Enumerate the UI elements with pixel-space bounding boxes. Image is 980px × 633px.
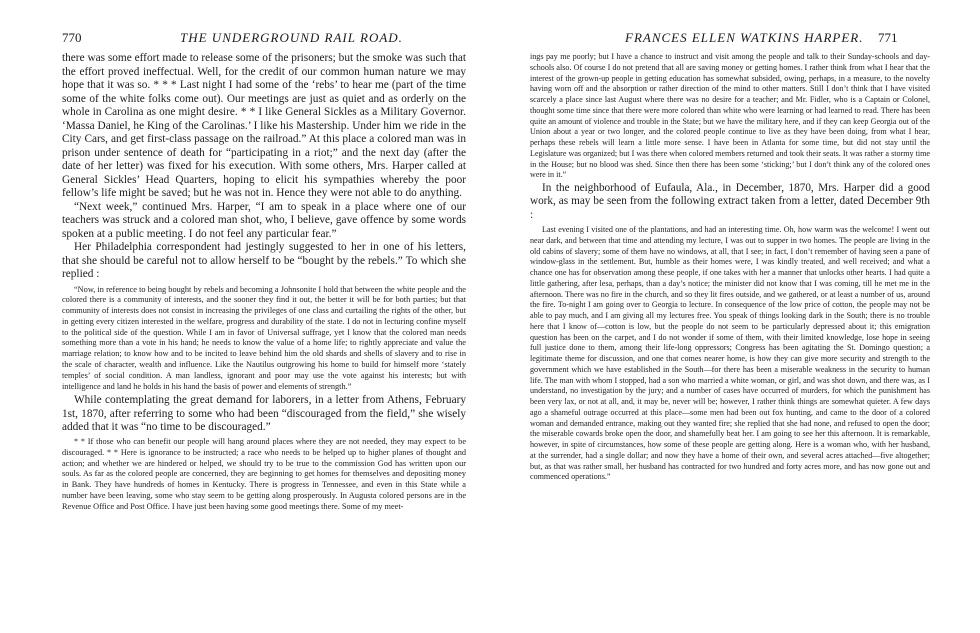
right-text-column bbox=[530, 52, 930, 483]
left-running-title: THE UNDERGROUND RAIL ROAD. bbox=[180, 30, 403, 45]
left-header bbox=[0, 30, 490, 46]
quoted-letter: Last evening I visited one of the plantations, and had an interesting time. Oh, how warm was the welcome! I went out near dark, and between that time and attending my lecture, I was out to supper in two homes. The people are living in the old cabins of slavery; some of them have no windows, at all, that I see; in fact, I don’t remember of having seen a pane of window-glass in the settlement. But, humble as their homes were, I was kindly treated, and well received; and what a chance one has for observation among these people, if one takes with her a manner that unlocks other hearts. I had quite a little gathering, after lesa, perhaps, than a day’s notice; the minister did not know that I was coming, till he met me in the afternoon. There was no fire in the church, and so they lit fires outside, and we gathered, or at least a number of us, around the fire. To-night I am going over to Georgia to lecture. In consequence of the low price of cotton, the people may not be able to pay much, and I am giving all my lectures free. You speak of things looking dark in the South; there is no trouble here that I know of—cotton is low, but the people do not seem to be particularly depressed about it; this emigration question has been on the carpet, and I do not wonder if some of them, with their limited knowledge, lose hope in seeing full justice done to them, among their life-long oppressors; Congress has been agitating the St. Domingo question; a legitimate theme for discussion, and one that comes nearer home, is how they can give more security and strength to the government which we have established in the South—for there has been a miserable weakness in the security to human life. The man with whom I stopped, had a son who married a white woman, or girl, and was shot down, and there was, as I understand, no investigation by the jury; and a number of cases have occurred of murders, for which the punishment has been very lax, or not at all, and, it may be, never will be; however, I rather think things are somewhat quieter. A few days ago a shameful outrage occurred at this place—some men had been out fox hunting, and came to the door of a colored woman and demanded entrance, making out they wanted fire; she replied that she had none, and refused to open the door; the miserable cowards broke open the door, and shamefully beat her. I am going to see her this afternoon. It is remarkable, however, in spite of circumstances, how some of these people are getting along. Here is a woman who, with her husband, at the surrender, had a single dollar; and now they have a home of their own, and several acres attached—five altogether; but, as that was rather small, her husband has contracted for two hundred and forty acres more, and has now gone out and commenced operations.” bbox=[530, 225, 930, 482]
paragraph: In the neighborhood of Eufaula, Ala., in December, 1870, Mrs. Harper did a good work, as may be seen from the following extract taken from a letter, dated December 9th : bbox=[530, 182, 930, 221]
right-running-title: FRANCES ELLEN WATKINS HARPER. bbox=[625, 30, 864, 45]
left-text-column bbox=[62, 52, 466, 513]
paragraph: Her Philadelphia correspondent had jestingly suggested to her in one of his letters, that she should be careful not to allow herself to be “bought by the rebels.” To which she replied : bbox=[62, 241, 466, 280]
quoted-letter: * * If those who can benefit our people will hang around places where they are not needed, they may expect to be discouraged. * * Here is ignorance to be instructed; a race who needs to be helped up to higher planes of thought and action; and whether we are hindered or helped, we should try to be true to the commission God has written upon our souls. As far as the colored people are concerned, they are beginning to get homes for themselves and depositing money in Bank. They have hundreds of homes in Kentucky. There is progress in Tennessee, and even in this State while a number have been leaving, some who stay seem to be getting along prosperously. In Augusta colored persons are in the Revenue Office and Post Office. I have just been having some good meetings there. Some of my meet- bbox=[62, 436, 466, 511]
left-page-number: 770 bbox=[62, 30, 82, 45]
right-header bbox=[490, 30, 980, 46]
paragraph: While contemplating the great demand for laborers, in a letter from Athens, February 1st, 1870, after referring to some who had been “discouraged from the field,” she wisely added that it was “no time to be discouraged.” bbox=[62, 394, 466, 434]
paragraph: there was some effort made to release some of the prisoners; but the smoke was such that the effort proved ineffectual. Well, for the credit of our common human nature we may hope that it was so. * * * Last night I had some of the ‘rebs’ to hear me (part of the time some of the white folks come out). Our meetings are just as quiet and as orderly on the whole in Carolina as one might desire. * * I like General Sickles as a Military Governor. ‘Massa Daniel, he King of the Carolinas.’ I like his Mastership. Under him we ride in the City Cars, and get first-class passage on the railroad.” At this place a colored man was in prison under sentence of death for “participating in a riot;” and the next day (after the date of her letter) was fixed for his execution. With some others, Mrs. Harper called at General Sickles’ Head Quarters, hoping to elicit his sympathies whereby the poor fellow’s life might be saved; but he was not in. Hence they were not able to do anything. bbox=[62, 52, 466, 199]
paragraph: “Next week,” continued Mrs. Harper, “I am to speak in a place where one of our teachers was struck and a colored man shot, who, I believe, gave offence by some words spoken at a public meeting. I do not feel any particular fear.” bbox=[62, 200, 466, 240]
quoted-letter: ings pay me poorly; but I have a chance to instruct and visit among the people and talk to their Sunday-schools and day-schools also. Of course I do not pretend that all are saving money or getting homes. I rather think from what I hear that the interest of the grown-up people in getting education has somewhat subsided, owing, perhaps, in a measure, to the novelty having worn off and the absorption or rather direction of the mind to other matters. Still I don’t think that I have visited scarcely a place since last August where there was no desire for a teacher; and Mr. Fidler, who is a Captain or Colonel, thought some time since that there were more colored than white who were learning or had learned to read. There has been quite an amount of violence and trouble in the State; but we have the military here, and if they can keep Georgia out of the Union about a year or two longer, and the colored people continue to live as they have been doing, from what I hear, perhaps these rebels will learn a little more sense. I have been in Atlanta for some time, but did not stay until the Legislature was organized; but I was there when colored members returned and took their seats. It was rather a stormy time in the House; but no blood was shed. Since then there has been some ‘sticking;’ but I don’t think any of the colored ones were in it.” bbox=[530, 52, 930, 180]
quoted-letter: “Now, in reference to being bought by rebels and becoming a Johnsonite I hold that between the white people and the colored there is a community of interests, and the sooner they find it out, the better it will be for both parties; but that community of interests does not consist in increasing the privileges of one class and curtailing the rights of the other, but in getting every citizen interested in the welfare, progress and durability of the state. I do not in lecturing confine myself to the political side of the question. While I am in favor of Universal suffrage, yet I know that the colored man needs something more than a vote in his hand; he needs to know the value of a home life; to rightly appreciate and value the marriage relation; to know how and to be incited to leave behind him the old shards and shells of slavery and to rise in the scale of character, wealth and influence. Like the Nautilus outgrowing his home to build for himself more ‘stately temples’ of social condition. A man landless, ignorant and poor may use the vote against his interests; but with intelligence and land he holds in his hand the basis of power and elements of strength.” bbox=[62, 284, 466, 391]
right-page-number: 771 bbox=[878, 30, 898, 45]
right-page bbox=[490, 0, 980, 633]
